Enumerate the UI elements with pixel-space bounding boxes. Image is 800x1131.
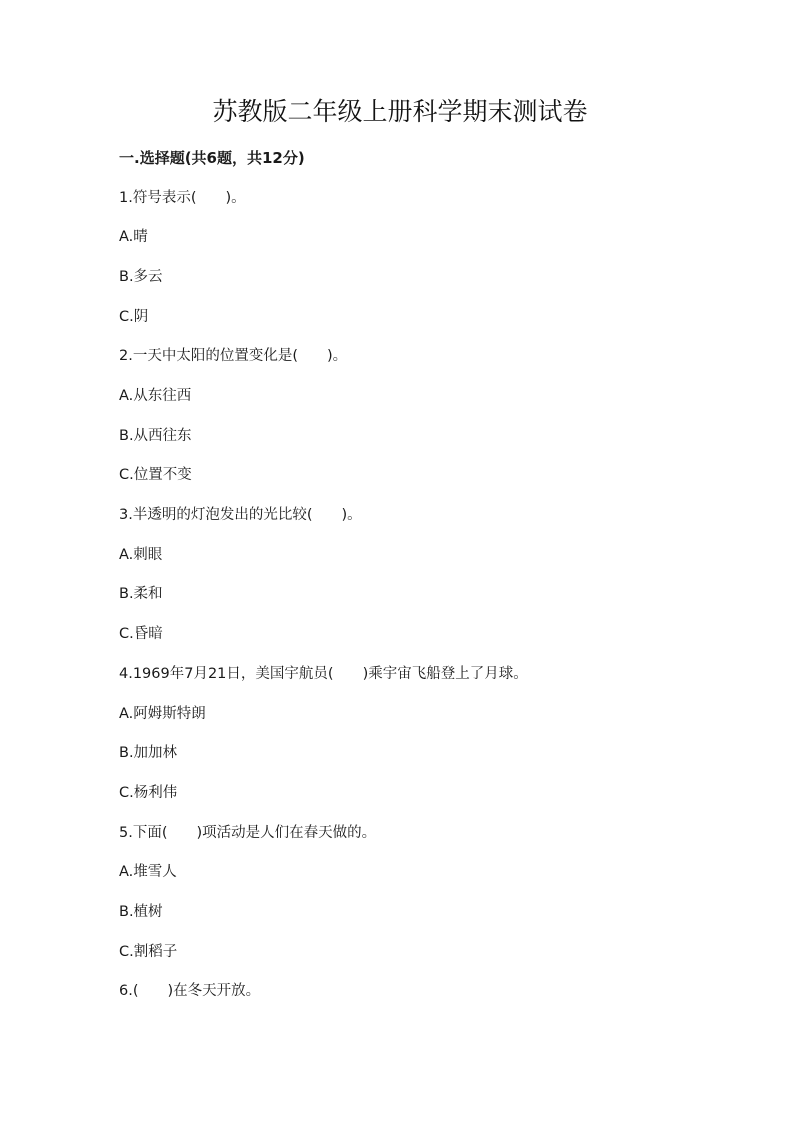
question-2-option-c: C.位置不变 bbox=[119, 467, 192, 483]
question-4-option-c: C.杨利伟 bbox=[119, 785, 178, 801]
question-2-option-a: A.从东往西 bbox=[119, 388, 192, 404]
section-heading: 一.选择题(共6题，共12分) bbox=[119, 149, 305, 167]
question-1-option-b: B.多云 bbox=[119, 269, 163, 285]
question-3-option-c: C.昏暗 bbox=[119, 626, 163, 642]
question-1-option-c: C.阴 bbox=[119, 309, 149, 325]
question-5-stem: 5.下面( )项活动是人们在春天做的。 bbox=[119, 825, 377, 841]
question-5-option-a: A.堆雪人 bbox=[119, 864, 177, 880]
question-2-option-b: B.从西往东 bbox=[119, 428, 192, 444]
question-4-stem: 4.1969年7月21日，美国宇航员( )乘宇宙飞船登上了月球。 bbox=[119, 666, 528, 682]
question-3-option-a: A.刺眼 bbox=[119, 547, 163, 563]
question-6-stem: 6.( )在冬天开放。 bbox=[119, 983, 261, 999]
question-2-stem: 2.一天中太阳的位置变化是( )。 bbox=[119, 348, 348, 364]
question-1-stem: 1.符号表示( )。 bbox=[119, 190, 246, 206]
question-4-option-a: A.阿姆斯特朗 bbox=[119, 706, 206, 722]
question-3-option-b: B.柔和 bbox=[119, 586, 163, 602]
question-5-option-c: C.割稻子 bbox=[119, 944, 178, 960]
question-1-option-a: A.晴 bbox=[119, 229, 148, 245]
exam-title: 苏教版二年级上册科学期末测试卷 bbox=[212, 97, 588, 126]
question-3-stem: 3.半透明的灯泡发出的光比较( )。 bbox=[119, 507, 362, 523]
question-5-option-b: B.植树 bbox=[119, 904, 163, 920]
question-4-option-b: B.加加林 bbox=[119, 745, 178, 761]
